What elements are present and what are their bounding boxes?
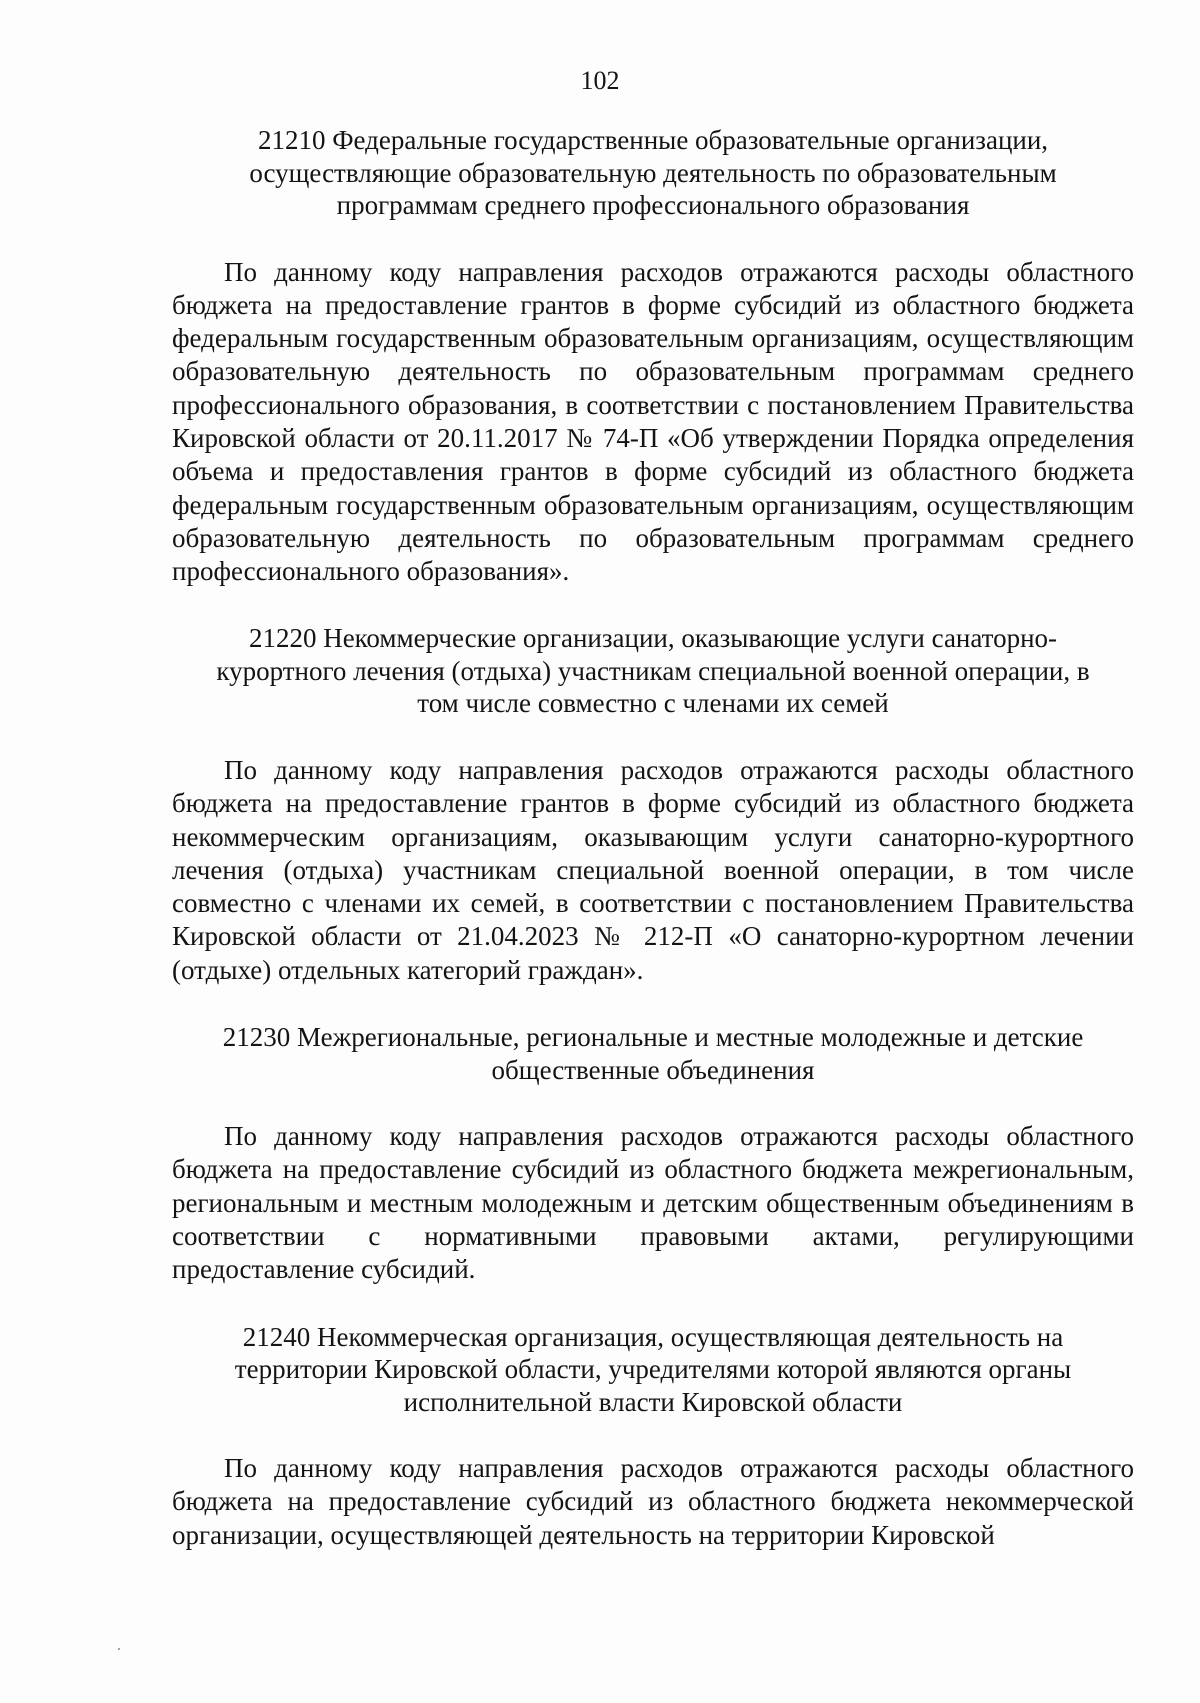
section-body-21220: По данному коду направления расходов отражаются расходы областного бюджета на предоставление грантов в форме субсидий из областного бюджета некоммерческим организациям, оказывающим услуги санаторно-курортного лечения (отдыха) участникам специальной военной операции, в том числе совместно с членами их семей, в соответствии с постановлением Правительства Кировской области от 21.04.2023 № 212-П «О санаторно-курортном лечении (отдыхе) отдельных категорий граждан».	[172, 754, 1134, 985]
section-heading-21210: 21210 Федеральные государственные образовательные организации, осуществляющие образовательную деятельность по образовательным программам среднего профессионального образования	[249, 125, 1057, 220]
document-content	[172, 124, 1134, 1552]
section-heading-21240: 21240 Некоммерческая организация, осуществляющая деятельность на территории Кировской области, учредителями которой являются органы исполнительной власти Кировской области	[234, 1321, 1072, 1417]
section-body-21230: По данному коду направления расходов отражаются расходы областного бюджета на предоставление субсидий из областного бюджета межрегиональным, региональным и местным молодежным и детским общественным объединениям в соответствии с нормативными правовыми актами, регулирующими предоставление субсидий.	[172, 1121, 1134, 1285]
scan-speck	[118, 1648, 120, 1650]
section-heading-21230: 21230 Межрегиональные, региональные и местные молодежные и детские общественные объединения	[222, 1022, 1084, 1085]
section-body-21240: По данному коду направления расходов отражаются расходы областного бюджета на предоставление субсидий из областного бюджета некоммерческой организации, осуществляющей деятельность на территории Кировской	[172, 1453, 1134, 1550]
section-heading-21220: 21220 Некоммерческие организации, оказывающие услуги санаторно-курортного лечения (отдыха) участникам специальной военной операции, в том числе совместно с членами их семей	[216, 623, 1090, 719]
section-body-21210: По данному коду направления расходов отражаются расходы областного бюджета на предоставление грантов в форме субсидий из областного бюджета федеральным государственным образовательным организациям, осуществляющим образовательную деятельность по образовательным программам среднего профессионального образования, в соответствии с постановлением Правительства Кировской области от 20.11.2017 № 74-П «Об утверждении Порядка определения объема и предоставления грантов в форме субсидий из областного бюджета федеральным государственным образовательным организациям, осуществляющим образовательную деятельность по образовательным программам среднего профессионального образования».	[172, 256, 1134, 587]
page-number: 102	[580, 66, 620, 95]
